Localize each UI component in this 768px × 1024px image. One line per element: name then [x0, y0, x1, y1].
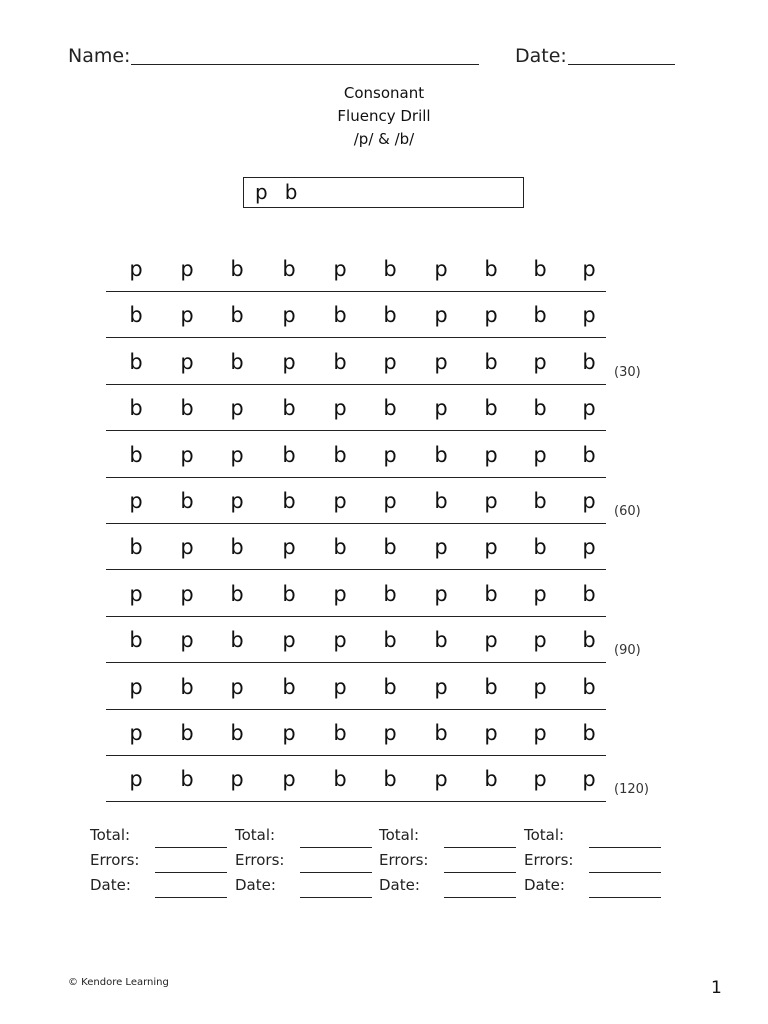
- drill-letter: b: [383, 396, 397, 421]
- drill-letter: p: [180, 257, 194, 281]
- drill-letter: b: [333, 442, 347, 467]
- drill-row: [106, 571, 606, 617]
- date-label: Date:: [515, 45, 567, 67]
- drill-letter: p: [533, 721, 547, 745]
- drill-letter: b: [180, 767, 194, 792]
- drill-letter: p: [230, 767, 244, 792]
- drill-letter: p: [180, 535, 194, 560]
- key-letter-1: p: [255, 180, 268, 204]
- total-label: Total:: [235, 826, 276, 844]
- drill-row: [106, 292, 606, 338]
- drill-letter: p: [484, 442, 498, 467]
- drill-letter: p: [434, 767, 448, 792]
- drill-letter: p: [582, 767, 596, 792]
- drill-letter: p: [533, 628, 547, 653]
- drill-letter: b: [180, 674, 194, 699]
- drill-letter: p: [582, 257, 596, 281]
- drill-letter: b: [282, 396, 296, 421]
- drill-letter: b: [582, 581, 596, 606]
- drill-letter: b: [582, 628, 596, 653]
- date-field[interactable]: [155, 897, 227, 898]
- drill-letter: b: [383, 581, 397, 606]
- drill-letter: b: [282, 257, 296, 281]
- drill-letter: b: [230, 257, 244, 281]
- drill-letter: p: [484, 535, 498, 560]
- drill-letter: p: [180, 581, 194, 606]
- drill-letter: p: [434, 349, 448, 374]
- date-field[interactable]: [568, 64, 675, 65]
- drill-letter: p: [383, 489, 397, 513]
- drill-letter: p: [230, 489, 244, 513]
- drill-letter: p: [582, 396, 596, 421]
- drill-letter: p: [434, 674, 448, 699]
- drill-letter: b: [533, 257, 547, 281]
- drill-letter: b: [282, 581, 296, 606]
- drill-letter: b: [180, 489, 194, 513]
- drill-letter: b: [333, 349, 347, 374]
- drill-letter: b: [484, 581, 498, 606]
- drill-letter: p: [129, 257, 143, 281]
- drill-letter: p: [533, 767, 547, 792]
- drill-row: [106, 524, 606, 570]
- key-letters-box: [243, 177, 524, 208]
- drill-letter: p: [282, 349, 296, 374]
- drill-letter: b: [434, 628, 448, 653]
- drill-letter: p: [129, 581, 143, 606]
- drill-letter: b: [383, 535, 397, 560]
- drill-letter: b: [383, 767, 397, 792]
- drill-letter: b: [282, 442, 296, 467]
- drill-letter: b: [533, 396, 547, 421]
- drill-letter: b: [434, 721, 448, 745]
- drill-letter: p: [282, 721, 296, 745]
- drill-letter: p: [484, 721, 498, 745]
- drill-letter: p: [533, 674, 547, 699]
- title-line-3: /p/ & /b/: [353, 130, 415, 148]
- drill-letter: p: [180, 628, 194, 653]
- drill-letter: b: [230, 721, 244, 745]
- running-count: (120): [614, 782, 649, 798]
- errors-field[interactable]: [155, 872, 227, 873]
- errors-label: Errors:: [90, 851, 140, 869]
- drill-letter: p: [582, 489, 596, 513]
- title-line-2: Fluency Drill: [337, 107, 431, 125]
- drill-letter: p: [230, 442, 244, 467]
- drill-letter: b: [230, 581, 244, 606]
- drill-letter: p: [383, 442, 397, 467]
- drill-letter: p: [582, 303, 596, 328]
- drill-letter: b: [129, 396, 143, 421]
- drill-letter: b: [129, 628, 143, 653]
- drill-letter: b: [434, 489, 448, 513]
- drill-letter: p: [230, 396, 244, 421]
- key-letter-2: b: [284, 180, 298, 204]
- drill-letter: b: [333, 535, 347, 560]
- errors-label: Errors:: [379, 851, 429, 869]
- date-field[interactable]: [300, 897, 372, 898]
- drill-letter: p: [180, 442, 194, 467]
- total-field[interactable]: [155, 847, 227, 848]
- drill-letter: p: [129, 489, 143, 513]
- drill-letter: p: [533, 442, 547, 467]
- drill-letter: p: [434, 396, 448, 421]
- total-field[interactable]: [300, 847, 372, 848]
- drill-letter: b: [129, 442, 143, 467]
- drill-row: [106, 339, 606, 385]
- row-rule: [106, 801, 606, 802]
- drill-letter: b: [383, 257, 397, 281]
- drill-letter: p: [484, 628, 498, 653]
- drill-letter: b: [230, 535, 244, 560]
- drill-letter: p: [129, 674, 143, 699]
- name-field[interactable]: [131, 64, 479, 65]
- drill-letter: b: [282, 489, 296, 513]
- drill-row: [106, 478, 606, 524]
- running-count: (90): [614, 643, 641, 659]
- total-field[interactable]: [444, 847, 516, 848]
- drill-letter: b: [230, 628, 244, 653]
- date-field[interactable]: [589, 897, 661, 898]
- drill-letter: p: [282, 767, 296, 792]
- total-label: Total:: [379, 826, 420, 844]
- drill-letter: b: [333, 303, 347, 328]
- drill-letter: b: [484, 674, 498, 699]
- drill-letter: b: [180, 396, 194, 421]
- copyright-text: © Kendore Learning: [68, 977, 169, 988]
- drill-letter: p: [230, 674, 244, 699]
- drill-letter: b: [129, 535, 143, 560]
- drill-letter: b: [230, 303, 244, 328]
- drill-letter: b: [582, 442, 596, 467]
- drill-letter: b: [582, 349, 596, 374]
- drill-letter: p: [434, 303, 448, 328]
- total-label: Total:: [90, 826, 131, 844]
- drill-letter: b: [282, 674, 296, 699]
- drill-letter: p: [484, 303, 498, 328]
- date-label: Date:: [524, 876, 565, 894]
- drill-letter: p: [333, 396, 347, 421]
- name-label: Name:: [68, 45, 131, 67]
- errors-field[interactable]: [589, 872, 661, 873]
- drill-letter: b: [582, 674, 596, 699]
- drill-letter: b: [383, 674, 397, 699]
- running-count: (60): [614, 504, 641, 519]
- drill-letter: b: [129, 303, 143, 328]
- running-count: (30): [614, 364, 641, 380]
- title-line-1: Consonant: [343, 84, 425, 102]
- drill-letter: b: [533, 489, 547, 513]
- drill-letter: b: [434, 442, 448, 467]
- drill-letter: p: [129, 767, 143, 792]
- total-label: Total:: [524, 826, 565, 844]
- total-field[interactable]: [589, 847, 661, 848]
- drill-letter: b: [484, 349, 498, 374]
- drill-letter: b: [383, 628, 397, 653]
- drill-letter: p: [533, 349, 547, 374]
- drill-letter: p: [434, 257, 448, 281]
- drill-letter: b: [230, 349, 244, 374]
- drill-row: [106, 432, 606, 478]
- date-label: Date:: [90, 876, 131, 894]
- drill-letter: p: [333, 628, 347, 653]
- errors-label: Errors:: [235, 851, 285, 869]
- drill-letter: p: [533, 581, 547, 606]
- drill-row: [106, 246, 606, 292]
- drill-row: [106, 664, 606, 710]
- drill-letter: b: [533, 535, 547, 560]
- drill-letter: p: [282, 535, 296, 560]
- date-label: Date:: [235, 876, 276, 894]
- drill-letter: b: [484, 396, 498, 421]
- errors-label: Errors:: [524, 851, 574, 869]
- drill-row: [106, 710, 606, 756]
- drill-row: [106, 385, 606, 431]
- drill-letter: b: [333, 767, 347, 792]
- drill-letter: p: [282, 628, 296, 653]
- drill-letter: p: [383, 349, 397, 374]
- errors-field[interactable]: [300, 872, 372, 873]
- drill-letter: p: [333, 674, 347, 699]
- drill-letter: p: [484, 489, 498, 513]
- drill-row: [106, 617, 606, 663]
- drill-letter: p: [333, 581, 347, 606]
- drill-letter: p: [180, 303, 194, 328]
- drill-letter: p: [333, 489, 347, 513]
- drill-letter: b: [582, 721, 596, 745]
- errors-field[interactable]: [444, 872, 516, 873]
- drill-letter: b: [533, 303, 547, 328]
- page-number: 1: [711, 978, 722, 998]
- drill-letter: p: [129, 721, 143, 745]
- drill-letter: b: [484, 767, 498, 792]
- drill-letter: p: [383, 721, 397, 745]
- drill-letter: b: [129, 349, 143, 374]
- drill-letter: b: [180, 721, 194, 745]
- drill-letter: b: [333, 721, 347, 745]
- drill-letter: p: [434, 535, 448, 560]
- drill-letter: b: [484, 257, 498, 281]
- drill-row: [106, 756, 606, 802]
- drill-letter: p: [333, 257, 347, 281]
- drill-letter: p: [282, 303, 296, 328]
- date-field[interactable]: [444, 897, 516, 898]
- drill-letter: p: [180, 349, 194, 374]
- date-label: Date:: [379, 876, 420, 894]
- drill-letter: p: [582, 535, 596, 560]
- drill-letter: p: [434, 581, 448, 606]
- drill-letter: b: [383, 303, 397, 328]
